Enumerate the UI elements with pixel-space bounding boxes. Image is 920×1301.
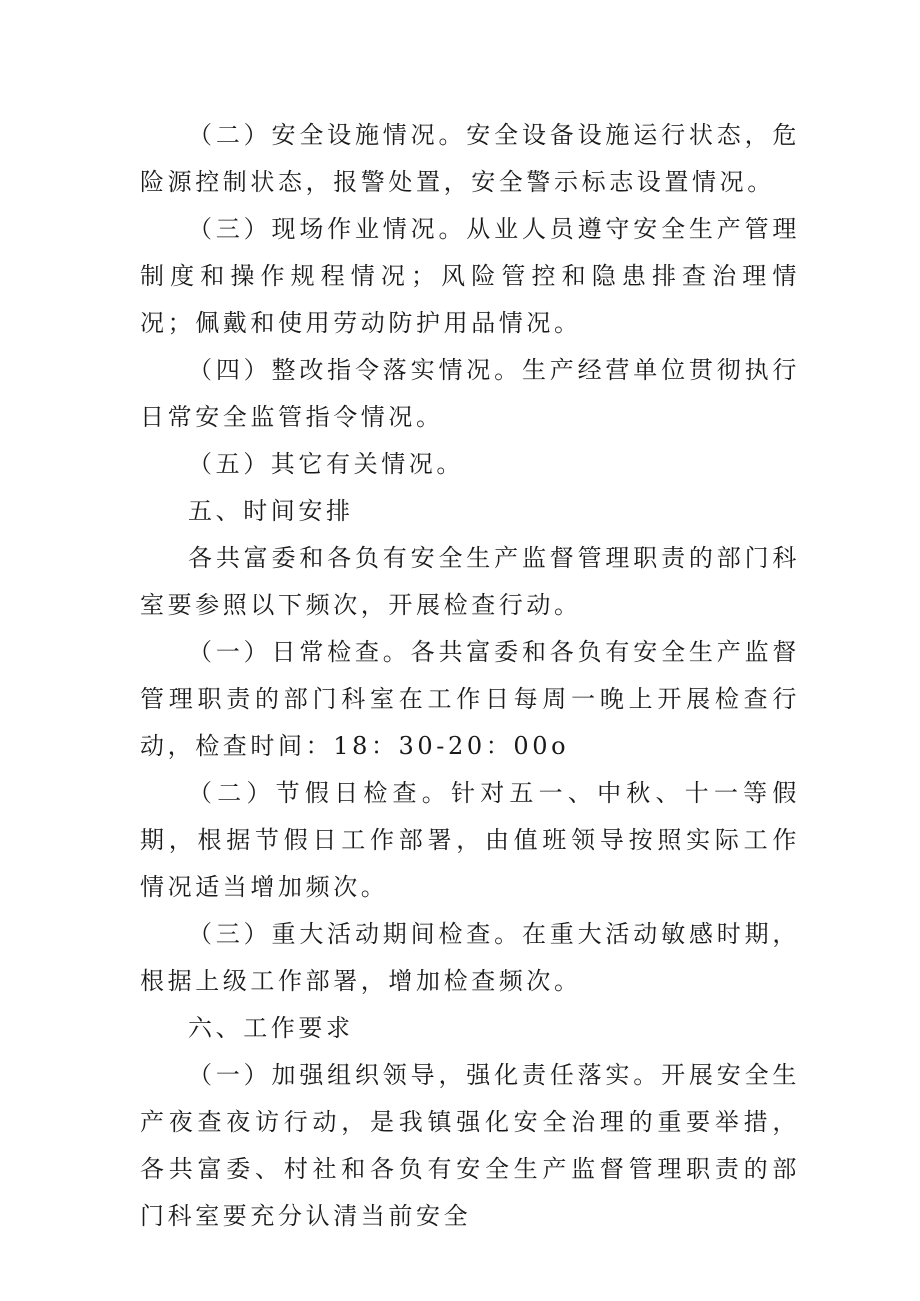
document-body	[140, 112, 800, 1240]
paragraph-site-operations: （三）现场作业情况。从业人员遵守安全生产管理制度和操作规程情况；风险管控和隐患排查治理情况；佩戴和使用劳动防护用品情况。	[140, 215, 800, 337]
paragraph-other-matters: （五）其它有关情况。	[188, 450, 464, 478]
paragraph-safety-facilities: （二）安全设施情况。安全设备设施运行状态，危险源控制状态，报警处置，安全警示标志设置情况。	[140, 121, 800, 196]
paragraph-daily-inspection: （一）日常检查。各共富委和各负有安全生产监督管理职责的部门科室在工作日每周一晚上开展检查行动，检查时间：18：30-20：00o	[140, 638, 800, 760]
paragraph-rectification-orders: （四）整改指令落实情况。生产经营单位贯彻执行日常安全监管指令情况。	[140, 356, 800, 431]
paragraph-major-event-inspection: （三）重大活动期间检查。在重大活动敏感时期，根据上级工作部署，增加检查频次。	[140, 920, 800, 995]
paragraph-holiday-inspection: （二）节假日检查。针对五一、中秋、十一等假期，根据节假日工作部署，由值班领导按照实际工作情况适当增加频次。	[140, 779, 800, 901]
section-heading-requirements: 六、工作要求	[188, 1014, 354, 1042]
paragraph-leadership: （一）加强组织领导，强化责任落实。开展安全生产夜查夜访行动，是我镇强化安全治理的重要举措，各共富委、村社和各负有安全生产监督管理职责的部门科室要充分认清当前安全	[140, 1061, 800, 1230]
paragraph-schedule-intro: 各共富委和各负有安全生产监督管理职责的部门科室要参照以下频次，开展检查行动。	[140, 544, 800, 619]
section-heading-schedule: 五、时间安排	[188, 497, 354, 525]
